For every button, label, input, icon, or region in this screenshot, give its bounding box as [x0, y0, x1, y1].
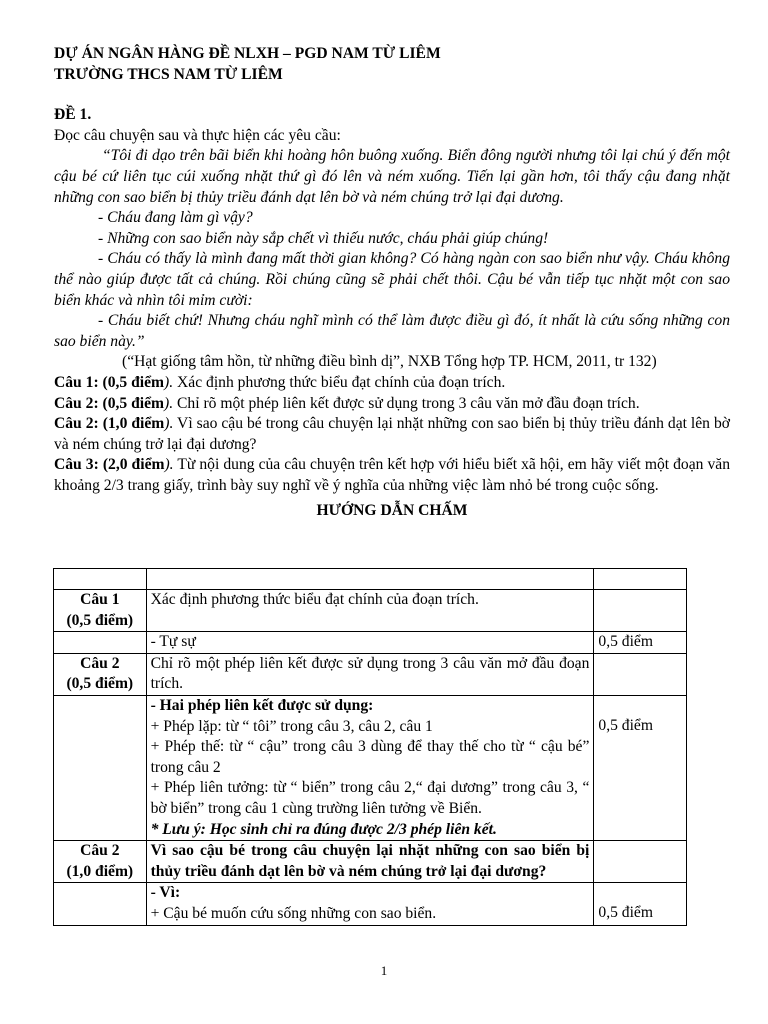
story-paragraph-1: “Tôi đi dạo trên bãi biển khi hoàng hôn buông xuống. Biển đông người nhưng tôi lại chú ý đến một cậu bé cứ liên tục cúi xuống nhặt thứ gì đó lên và ném xuống. Tiến lại gần hơn, tôi thấy cậu đang nhặt những con sao biển bị thủy triều đánh dạt lên bờ và ném chúng trở lại đại dương. [54, 147, 730, 206]
question-1: Câu 1: (0,5 điểm). Xác định phương thức biểu đạt chính của đoạn trích. [54, 373, 506, 391]
question-cell: Câu 2 (0,5 điểm) [54, 653, 147, 695]
table-row [54, 841, 687, 883]
score-cell: 0,5 điểm [594, 632, 687, 654]
story-paragraph-5: - Cháu biết chứ! Nhưng cháu nghĩ mình có thể làm được điều gì đó, ít nhất là cứu sống những con sao biển này.” [54, 312, 730, 350]
table-row [54, 569, 687, 590]
header-line-2: TRƯỜNG THCS NAM TỪ LIÊM [54, 65, 283, 83]
grading-guide-title: HƯỚNG DẪN CHẤM [316, 502, 468, 520]
answer-cell: - Hai phép liên kết được sử dụng: + Phép lặp: từ “ tôi” trong câu 3, câu 2, câu 1 + Phép thế: từ “ cậu” trong câu 3 dùng để thay thế cho từ “ cậu bé” trong câu 2 + Phép liên tưởng: từ “ biển” trong câu 2,“ đại dương” trong câu 3, “ bờ biển” trong câu 1 cùng trường liên tưởng về Biển. * Lưu ý: Học sinh chỉ ra đúng được 2/3 phép liên kết. [146, 695, 594, 840]
answer-cell: - Vì: + Cậu bé muốn cứu sống những con sao biển. [146, 883, 594, 925]
grading-table [53, 568, 687, 926]
document-page [54, 44, 730, 523]
requirement-cell: Vì sao cậu bé trong câu chuyện lại nhặt những con sao biển bị thủy triều đánh dạt lên bờ và ném chúng trở lại đại dương? [146, 841, 594, 883]
table-row [54, 695, 687, 840]
question-cell: Câu 2 (1,0 điểm) [54, 841, 147, 883]
requirement-cell: Chỉ rõ một phép liên kết được sử dụng trong 3 câu văn mở đầu đoạn trích. [146, 653, 594, 695]
header-line-1: DỰ ÁN NGÂN HÀNG ĐỀ NLXH – PGD NAM TỪ LIÊM [54, 45, 441, 62]
exam-title: ĐỀ 1. [54, 106, 92, 124]
question-4: Câu 3: (2,0 điểm). Từ nội dung của câu chuyện trên kết hợp với hiểu biết xã hội, em hãy viết một đoạn văn khoảng 2/3 trang giấy, trình bày suy nghĩ về ý nghĩa của những việc làm nhỏ bé trong cuộc sống. [54, 456, 730, 494]
page-number: 1 [380, 963, 388, 978]
answer-cell: - Tự sự [146, 632, 594, 654]
question-cell: Câu 1 (0,5 điểm) [54, 590, 147, 632]
score-cell: 0,5 điểm [594, 883, 687, 925]
story-source: (“Hạt giống tâm hồn, từ những điều bình dị”, NXB Tổng hợp TP. HCM, 2011, tr 132) [122, 353, 657, 371]
table-row [54, 632, 687, 654]
table-row [54, 653, 687, 695]
question-2: Câu 2: (0,5 điểm). Chỉ rõ một phép liên kết được sử dụng trong 3 câu văn mở đầu đoạn trích. [54, 394, 640, 412]
table-row [54, 590, 687, 632]
exam-instruction: Đọc câu chuyện sau và thực hiện các yêu cầu: [54, 126, 341, 144]
story-paragraph-4: - Cháu có thấy là mình đang mất thời gian không? Có hàng ngàn con sao biển như vậy. Cháu không thể nào giúp được tất cả chúng. Rồi chúng cũng sẽ phải chết thôi. Cậu bé vẫn tiếp tục nhặt một con sao biển khác và nhìn tôi mỉm cười: [54, 250, 730, 309]
score-cell: 0,5 điểm [594, 695, 687, 840]
question-3: Câu 2: (1,0 điểm). Vì sao cậu bé trong câu chuyện lại nhặt những con sao biển bị thủy triều đánh dạt lên bờ và ném chúng trở lại đại dương? [54, 415, 730, 453]
story-paragraph-2: - Cháu đang làm gì vậy? [98, 209, 253, 227]
table-row [54, 883, 687, 925]
story-paragraph-3: - Những con sao biển này sắp chết vì thiếu nước, cháu phải giúp chúng! [98, 229, 549, 247]
requirement-cell: Xác định phương thức biểu đạt chính của đoạn trích. [146, 590, 594, 632]
